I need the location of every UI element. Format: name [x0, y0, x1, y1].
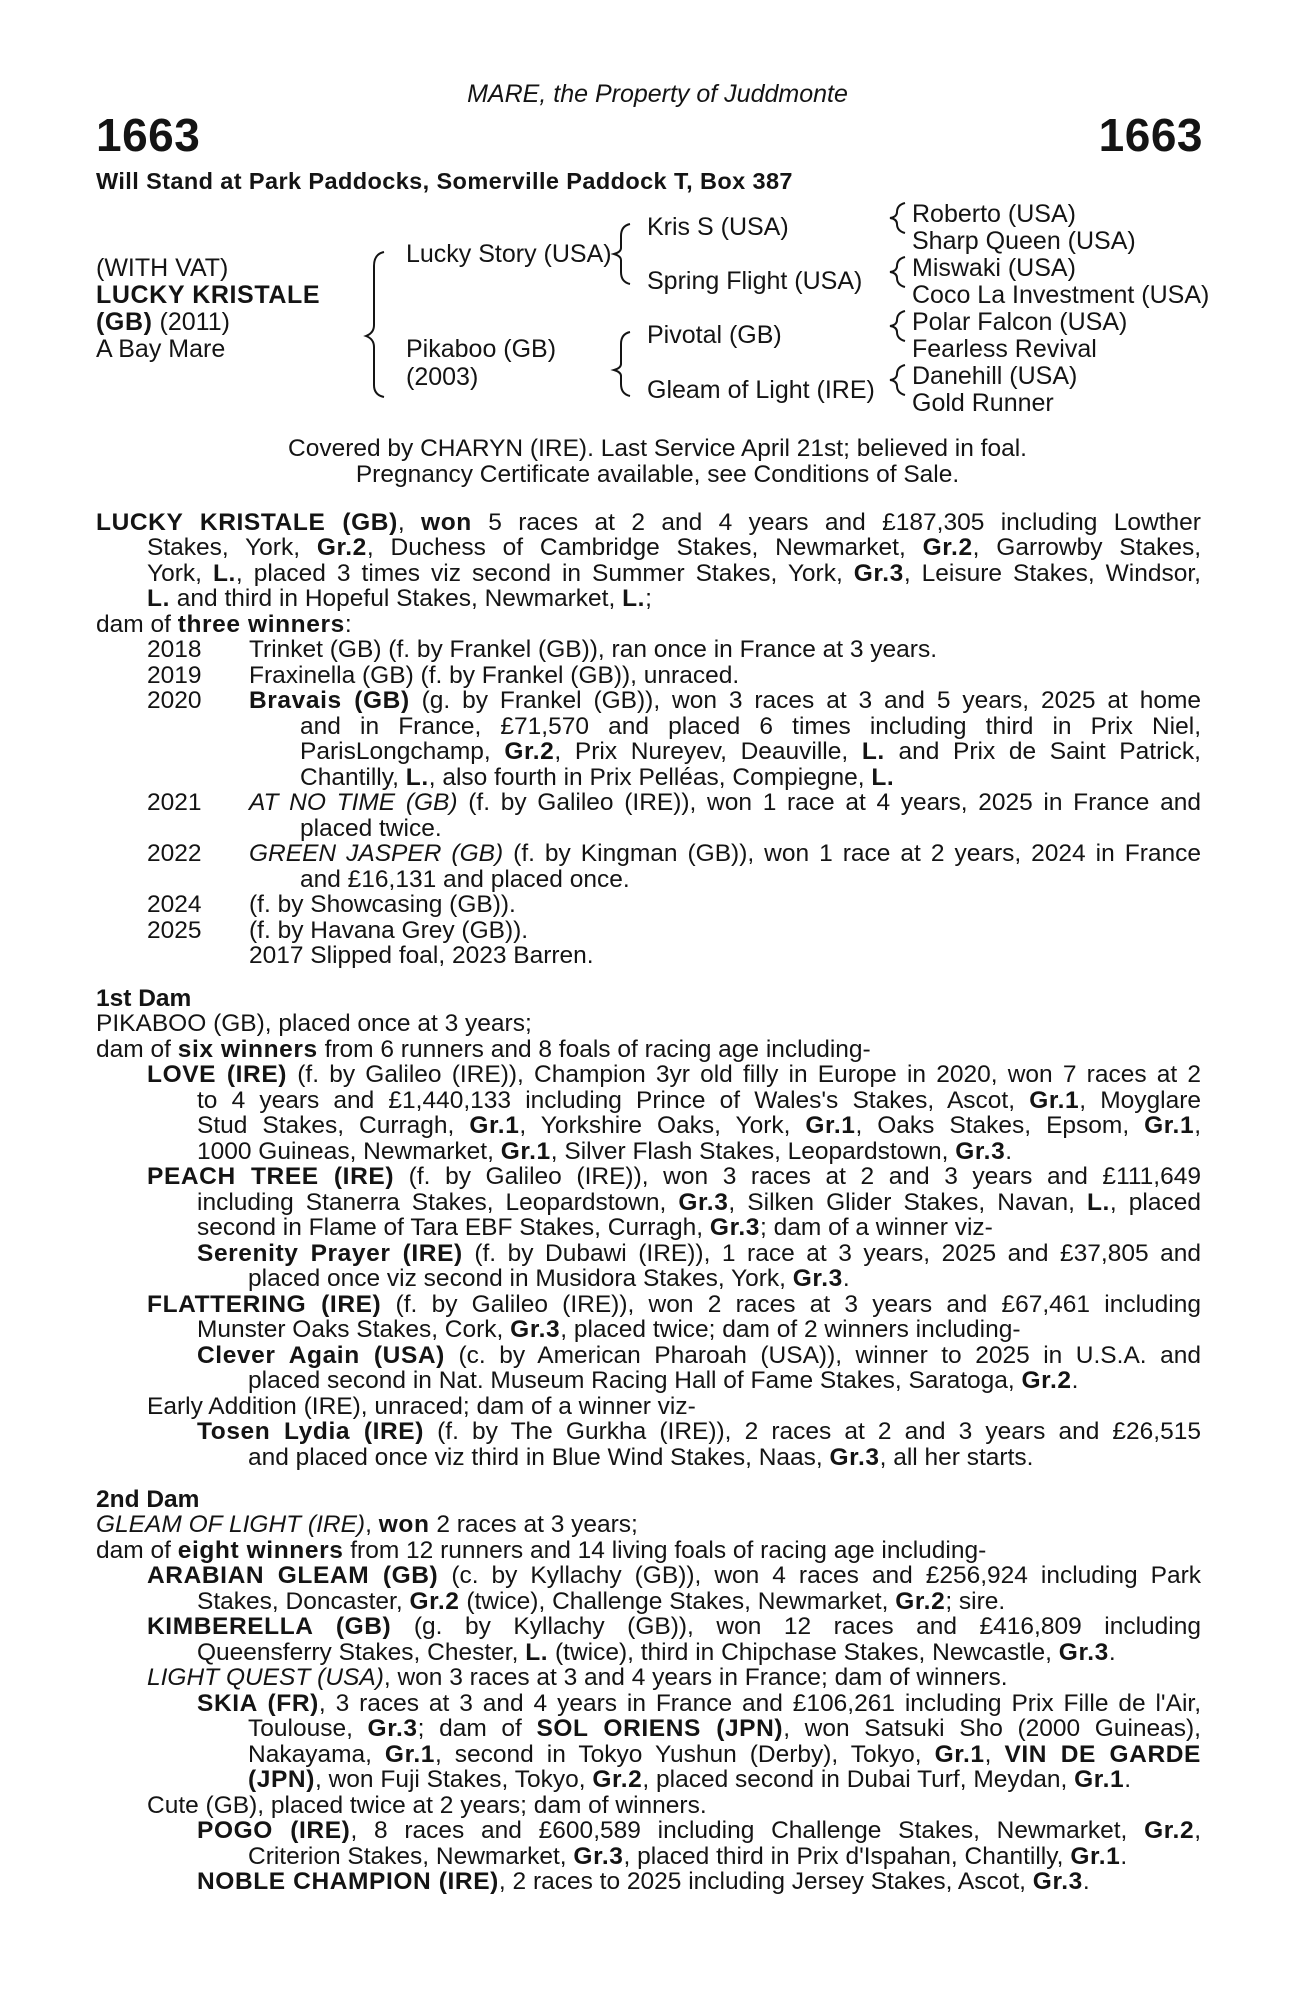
grade: Gr.1	[934, 1741, 985, 1768]
grade: Gr.2	[1021, 1367, 1072, 1394]
text: .	[1071, 1367, 1079, 1394]
produce-entry	[147, 1164, 1201, 1190]
bracket-g3-2	[890, 257, 905, 287]
text: (f. by Galileo (IRE)), Champion 3yr old filly in Europe in 2020, won 7 races at 2	[287, 1061, 1202, 1088]
produce-entry	[147, 1563, 1201, 1589]
lot-number-right: 1663	[1098, 109, 1203, 161]
text: , Silken Glider Stakes, Navan,	[728, 1189, 1087, 1216]
grade: L.	[525, 1639, 549, 1666]
produce-name: SOL ORIENS (JPN)	[536, 1715, 784, 1742]
produce-entry-cont	[248, 1844, 1127, 1870]
produce-entry-cont	[197, 1215, 993, 1241]
grade: Gr.1	[1070, 1843, 1121, 1870]
text: , also fourth in Prix Pelléas, Compiegne,	[428, 764, 872, 791]
produce-entry-cont	[248, 1767, 1131, 1793]
text: dam of	[96, 1537, 178, 1564]
produce-year: 2025	[147, 917, 202, 944]
produce-name: Serenity Prayer (IRE)	[197, 1240, 463, 1267]
bracket-gen1	[366, 252, 384, 397]
produce-entry-cont: and in France, £71,570 and placed 6 times including third in Prix Niel,	[300, 713, 1201, 740]
grade: Gr.3	[1032, 1868, 1083, 1895]
grade: Gr.2	[922, 534, 973, 561]
text: York,	[147, 560, 213, 587]
produce-entry-cont	[197, 1317, 1021, 1343]
produce-entry	[147, 1292, 1201, 1318]
produce-year: 2021	[147, 789, 202, 816]
text: ,	[365, 1511, 379, 1538]
pedigree-gen3-7: Danehill (USA)	[912, 362, 1078, 390]
winners-count: eight winners	[177, 1537, 344, 1564]
first-dam-heading: 1st Dam	[96, 985, 192, 1012]
text: , placed second in Dubai Turf, Meydan,	[642, 1766, 1075, 1793]
text: and placed once viz third in Blue Wind Stakes, Naas,	[248, 1444, 830, 1471]
horse-description: A Bay Mare	[96, 335, 226, 363]
pedigree-sire-sire: Kris S (USA)	[647, 213, 789, 241]
pedigree-gen3-1: Roberto (USA)	[912, 200, 1076, 228]
text: dam of	[96, 1036, 178, 1063]
text: , Yorkshire Oaks, York,	[519, 1112, 806, 1139]
text: (f. by Galileo (IRE)), won 1 race at 4 years, 2025 in France and	[457, 789, 1201, 816]
text: (f. by The Gurkha (IRE)), 2 races at 2 and 3 years and £26,515	[424, 1418, 1201, 1445]
produce-entry-cont	[197, 1113, 1201, 1139]
horse-name: LUCKY KRISTALE	[96, 281, 321, 309]
produce-entry-cont: placed twice.	[300, 815, 442, 842]
produce-name: Clever Again (USA)	[197, 1342, 445, 1369]
text: Stud Stakes, Curragh,	[197, 1112, 470, 1139]
produce-name: GLEAM OF LIGHT (IRE)	[96, 1511, 366, 1538]
text: .	[1082, 1868, 1090, 1895]
pedigree-gen3-5: Polar Falcon (USA)	[912, 308, 1128, 336]
lot-number-left: 1663	[96, 109, 201, 161]
produce-entry	[147, 1665, 1008, 1691]
text: , Garrowby Stakes,	[972, 534, 1202, 561]
text: from 12 runners and 14 living foals of racing age including-	[343, 1537, 987, 1564]
produce-name: (JPN)	[248, 1766, 315, 1793]
bracket-g3-3	[890, 311, 905, 341]
produce-name: Tosen Lydia (IRE)	[197, 1418, 425, 1445]
text: , placed	[1109, 1189, 1201, 1216]
pedigree-gen3-8: Gold Runner	[912, 389, 1054, 417]
produce-entry	[197, 1691, 1201, 1717]
produce-name: LIGHT QUEST (USA)	[147, 1664, 384, 1691]
text: , 3 races at 3 and 4 years in France and £106,261 including Prix Fille de l'Air,	[318, 1690, 1202, 1717]
produce-year: 2018	[147, 636, 202, 663]
text: , 8 races and £600,589 including Challenge Stakes, Newmarket,	[350, 1817, 1145, 1844]
produce-name: NOBLE CHAMPION (IRE)	[197, 1868, 499, 1895]
bracket-g3-1	[890, 203, 905, 233]
produce-entry	[197, 1343, 1201, 1369]
grade: Gr.1	[805, 1112, 856, 1139]
horse-origin: (GB)	[96, 308, 153, 336]
produce-name: PEACH TREE (IRE)	[147, 1163, 395, 1190]
horse-year: (2011)	[159, 308, 230, 336]
produce-name: KIMBERELLA (GB)	[147, 1613, 392, 1640]
text: Chantilly,	[300, 764, 406, 791]
produce-entry: (f. by Showcasing (GB)).	[249, 891, 516, 918]
first-dam-line: PIKABOO (GB), placed once at 3 years;	[96, 1010, 532, 1037]
grade: Gr.1	[384, 1741, 435, 1768]
won-label: won	[378, 1511, 430, 1538]
pedigree-dam-dam: Gleam of Light (IRE)	[647, 376, 875, 404]
grade: L.	[1086, 1189, 1110, 1216]
grade: Gr.2	[1144, 1817, 1195, 1844]
text: , 2 races to 2025 including Jersey Stakes, Ascot,	[498, 1868, 1033, 1895]
text: ,	[397, 509, 422, 536]
produce-name: Bravais (GB)	[249, 687, 410, 714]
text: 1000 Guineas, Newmarket,	[197, 1138, 501, 1165]
text: to 4 years and £1,440,133 including Prince of Wales's Stakes, Ascot,	[197, 1087, 1030, 1114]
grade: Gr.3	[1058, 1639, 1109, 1666]
produce-entry-cont	[248, 1742, 1201, 1768]
produce-entry	[147, 1614, 1201, 1640]
text: , placed 3 times viz second in Summer Stakes, York,	[235, 560, 854, 587]
produce-year: 2022	[147, 840, 202, 867]
grade: Gr.2	[504, 738, 555, 765]
first-dam-summary	[96, 1037, 871, 1063]
stand-location: Will Stand at Park Paddocks, Somerville Paddock T, Box 387	[96, 168, 793, 194]
text: from 6 runners and 8 foals of racing age including-	[317, 1036, 871, 1063]
text: ; dam of a winner viz-	[760, 1214, 993, 1241]
produce-entry	[197, 1869, 1090, 1895]
produce-entry	[197, 1818, 1201, 1844]
text: (twice), third in Chipchase Stakes, Newcastle,	[548, 1639, 1059, 1666]
record-line-5	[96, 612, 352, 638]
text: .	[1120, 1843, 1128, 1870]
pedigree-dam: Pikaboo (GB)	[406, 335, 557, 363]
produce-name: VIN DE GARDE	[1004, 1741, 1202, 1768]
pedigree-dam-year: (2003)	[406, 363, 479, 391]
grade: Gr.3	[678, 1189, 729, 1216]
record-horse-name: LUCKY KRISTALE (GB)	[96, 509, 398, 536]
pedigree-sire-dam: Spring Flight (USA)	[647, 267, 863, 295]
grade: Gr.3	[709, 1214, 760, 1241]
text: Stakes, Doncaster,	[197, 1588, 410, 1615]
text: placed once viz second in Musidora Stakes, York,	[248, 1265, 793, 1292]
produce-entry	[249, 790, 1201, 816]
grade: Gr.2	[895, 1588, 946, 1615]
text: , won Fuji Stakes, Tokyo,	[314, 1766, 593, 1793]
text: , placed twice; dam of 2 winners including-	[560, 1316, 1021, 1343]
produce-name: GREEN JASPER (GB)	[249, 840, 504, 867]
covered-line: Covered by CHARYN (IRE). Last Service April 21st; believed in foal.	[288, 435, 1027, 462]
produce-entry-cont	[248, 1716, 1201, 1742]
text: .	[1005, 1138, 1013, 1165]
produce-entry-cont	[248, 1368, 1078, 1394]
text: (twice), Challenge Stakes, Newmarket,	[459, 1588, 896, 1615]
grade: Gr.3	[829, 1444, 880, 1471]
record-line-4	[147, 586, 652, 612]
text: ParisLongchamp,	[300, 738, 505, 765]
pedigree-dam-sire: Pivotal (GB)	[647, 321, 782, 349]
text: (f. by Dubawi (IRE)), 1 race at 3 years, 2025 and £37,805 and	[462, 1240, 1202, 1267]
text: 2 races at 3 years;	[429, 1511, 638, 1538]
produce-entry	[249, 841, 1201, 867]
text: , Moyglare	[1079, 1087, 1201, 1114]
pedigree-gen3-4: Coco La Investment (USA)	[912, 281, 1210, 309]
produce-entry: Trinket (GB) (f. by Frankel (GB)), ran once in France at 3 years.	[249, 636, 938, 663]
grade: L.	[861, 738, 885, 765]
record-line-2	[147, 535, 1201, 561]
produce-entry: Early Addition (IRE), unraced; dam of a winner viz-	[147, 1393, 696, 1420]
pedigree-sire: Lucky Story (USA)	[406, 240, 612, 268]
text: ; dam of	[417, 1715, 537, 1742]
vat-note: (WITH VAT)	[96, 254, 229, 282]
text: (g. by Frankel (GB)), won 3 races at 3 and 5 years, 2025 at home	[409, 687, 1201, 714]
grade: Gr.3	[792, 1265, 843, 1292]
text: (f. by Kingman (GB)), won 1 race at 2 years, 2024 in France	[503, 840, 1201, 867]
produce-year: 2024	[147, 891, 202, 918]
produce-entry-cont	[300, 739, 1201, 765]
text: .	[842, 1265, 850, 1292]
text: and Prix de Saint Patrick,	[884, 738, 1201, 765]
winners-count: six winners	[177, 1036, 318, 1063]
pedigree-gen3-2: Sharp Queen (USA)	[912, 227, 1136, 255]
produce-entry: Fraxinella (GB) (f. by Frankel (GB)), unraced.	[249, 662, 740, 689]
produce-entry-cont	[197, 1190, 1201, 1216]
text: Criterion Stakes, Newmarket,	[248, 1843, 574, 1870]
produce-name: FLATTERING (IRE)	[147, 1291, 382, 1318]
text: ,	[1194, 1112, 1201, 1139]
pedigree-brackets	[0, 0, 1315, 430]
text: Munster Oaks Stakes, Cork,	[197, 1316, 511, 1343]
produce-year: 2019	[147, 662, 202, 689]
text: , second in Tokyo Yushun (Derby), Tokyo,	[435, 1741, 935, 1768]
text: Stakes, York,	[147, 534, 317, 561]
bracket-dam	[614, 332, 630, 396]
grade: Gr.3	[853, 560, 904, 587]
text: , all her starts.	[879, 1444, 1034, 1471]
produce-entry	[197, 1419, 1201, 1445]
grade: Gr.3	[573, 1843, 624, 1870]
produce-name: SKIA (FR)	[197, 1690, 319, 1717]
produce-entry: Cute (GB), placed twice at 2 years; dam of winners.	[147, 1792, 707, 1819]
text: Nakayama,	[248, 1741, 385, 1768]
grade: Gr.1	[1144, 1112, 1195, 1139]
grade: Gr.2	[316, 534, 367, 561]
text: dam of	[96, 611, 178, 638]
text: and third in Hopeful Stakes, Newmarket,	[169, 585, 623, 612]
text: :	[344, 611, 352, 638]
text: , Silver Flash Stakes, Leopardstown,	[550, 1138, 956, 1165]
produce-entry-cont	[248, 1266, 850, 1292]
grade: Gr.3	[955, 1138, 1006, 1165]
text: (f. by Galileo (IRE)), won 2 races at 3 years and £67,461 including	[381, 1291, 1201, 1318]
text: (c. by Kyllachy (GB)), won 4 races and £256,924 including Park	[438, 1562, 1201, 1589]
bracket-sire	[614, 224, 630, 284]
grade: Gr.1	[500, 1138, 551, 1165]
text: including Stanerra Stakes, Leopardstown,	[197, 1189, 679, 1216]
produce-entry	[197, 1241, 1201, 1267]
grade: L.	[212, 560, 236, 587]
text: second in Flame of Tara EBF Stakes, Curragh,	[197, 1214, 710, 1241]
produce-entry: (f. by Havana Grey (GB)).	[249, 917, 529, 944]
text: ;	[645, 585, 652, 612]
produce-entry	[249, 688, 1201, 714]
produce-name: LOVE (IRE)	[147, 1061, 288, 1088]
text: ; sire.	[945, 1588, 1006, 1615]
pedigree-gen3-6: Fearless Revival	[912, 335, 1097, 363]
produce-entry	[147, 1062, 1201, 1088]
text: (f. by Galileo (IRE)), won 3 races at 2 and 3 years and £111,649	[394, 1163, 1201, 1190]
text: (g. by Kyllachy (GB)), won 12 races and £416,809 including	[391, 1613, 1201, 1640]
record-line-3	[147, 561, 1201, 587]
text: .	[1124, 1766, 1132, 1793]
text: Toulouse,	[248, 1715, 368, 1742]
second-dam-summary	[96, 1538, 986, 1564]
winners-count: three winners	[177, 611, 345, 638]
record-line-1	[96, 510, 1201, 536]
produce-name: POGO (IRE)	[197, 1817, 351, 1844]
produce-entry-cont	[248, 1445, 1033, 1471]
produce-entry-cont	[197, 1088, 1201, 1114]
produce-note: 2017 Slipped foal, 2023 Barren.	[249, 942, 594, 969]
text: , Oaks Stakes, Epsom,	[855, 1112, 1145, 1139]
grade: Gr.2	[409, 1588, 460, 1615]
produce-entry-cont: and £16,131 and placed once.	[300, 866, 630, 893]
grade: Gr.1	[1074, 1766, 1125, 1793]
pregnancy-certificate-line: Pregnancy Certificate available, see Conditions of Sale.	[355, 461, 960, 488]
grade: L.	[147, 585, 170, 612]
produce-year: 2020	[147, 687, 202, 714]
text: (c. by American Pharoah (USA)), winner to 2025 in U.S.A. and	[444, 1342, 1201, 1369]
text: ,	[984, 1741, 1005, 1768]
second-dam-line	[96, 1512, 638, 1538]
produce-name: AT NO TIME (GB)	[249, 789, 458, 816]
grade: Gr.1	[1029, 1087, 1080, 1114]
text: ,	[1194, 1817, 1201, 1844]
grade: Gr.2	[592, 1766, 643, 1793]
text: Queensferry Stakes, Chester,	[197, 1639, 526, 1666]
grade: Gr.3	[510, 1316, 561, 1343]
text: , Prix Nureyev, Deauville,	[554, 738, 862, 765]
grade: L.	[622, 585, 646, 612]
second-dam-heading: 2nd Dam	[96, 1486, 200, 1513]
produce-entry-cont	[197, 1589, 1005, 1615]
text: , Leisure Stakes, Windsor,	[903, 560, 1201, 587]
produce-entry-cont	[197, 1640, 1116, 1666]
produce-name: ARABIAN GLEAM (GB)	[147, 1562, 439, 1589]
text: , placed third in Prix d'Ispahan, Chantilly,	[623, 1843, 1071, 1870]
bracket-g3-4	[890, 365, 905, 395]
pedigree-gen3-3: Miswaki (USA)	[912, 254, 1076, 282]
grade: L.	[405, 764, 429, 791]
won-label: won	[421, 509, 472, 536]
sale-header-title: MARE, the Property of Juddmonte	[467, 80, 848, 108]
grade: Gr.3	[367, 1715, 418, 1742]
produce-entry-cont	[300, 765, 894, 791]
grade: L.	[871, 764, 895, 791]
text: , won Satsuki Sho (2000 Guineas),	[783, 1715, 1201, 1742]
text: , Duchess of Cambridge Stakes, Newmarket,	[366, 534, 923, 561]
text: .	[1108, 1639, 1116, 1666]
text: , won 3 races at 3 and 4 years in France; dam of winners.	[383, 1664, 1008, 1691]
text: 5 races at 2 and 4 years and £187,305 including Lowther	[471, 509, 1201, 536]
produce-entry-cont	[197, 1139, 1012, 1165]
grade: Gr.1	[469, 1112, 520, 1139]
text: placed second in Nat. Museum Racing Hall of Fame Stakes, Saratoga,	[248, 1367, 1022, 1394]
